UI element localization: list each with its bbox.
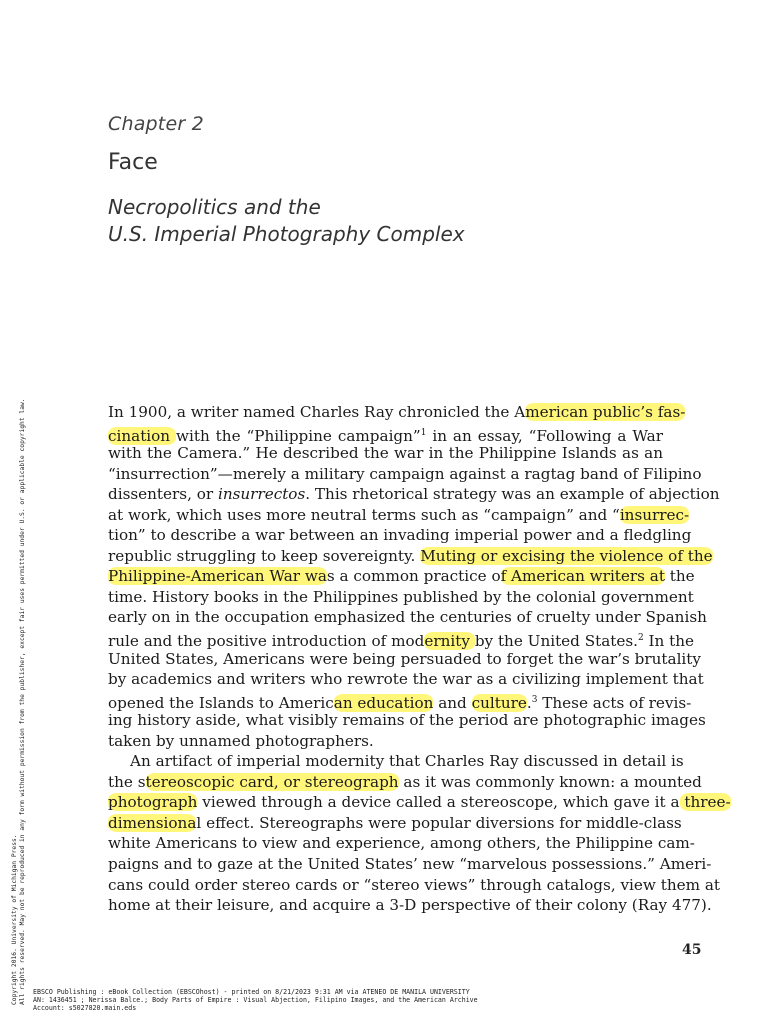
chapter-subtitle bbox=[108, 194, 668, 248]
highlight: Philippine-American War wa bbox=[108, 567, 327, 586]
footnote-ref: 1 bbox=[420, 427, 427, 438]
text-run: at work, which uses more neutral terms such as “campaign” and “ bbox=[108, 505, 620, 524]
highlight: culture bbox=[471, 693, 527, 712]
text-line: white Americans to view and experience, among others, the Philippine cam- bbox=[108, 834, 695, 853]
text-run: s a common practice o bbox=[326, 567, 501, 586]
highlight: three- bbox=[679, 793, 731, 812]
text-run: in an essay, “Following a War bbox=[426, 426, 663, 445]
text-line: ing history aside, what visibly remains of the period are photographic images bbox=[108, 711, 706, 730]
highlight: dimensiona bbox=[108, 813, 197, 832]
text-run: and bbox=[433, 693, 472, 712]
highlight: Muting or excising the violence of the bbox=[420, 546, 713, 565]
text-run: In 1900, a writer named Charles Ray chronicled the A bbox=[108, 403, 526, 421]
chapter-label: Chapter 2 bbox=[108, 113, 204, 135]
text-line: “insurrection”—merely a military campaign against a ragtag band of Filipino bbox=[108, 464, 702, 483]
text-line: cans could order stereo cards or “stereo views” through catalogs, view them at bbox=[108, 875, 720, 894]
footnote-ref: 3 bbox=[531, 694, 538, 705]
highlight: an education bbox=[333, 693, 434, 712]
text-line bbox=[108, 546, 713, 567]
text-run: rule and the positive introduction of mod bbox=[108, 632, 425, 651]
text-run: viewed through a device called a stereoscope, which gave it a bbox=[197, 793, 680, 812]
footer-line: Account: s5027820.main.eds bbox=[33, 1004, 137, 1012]
subtitle-line: Necropolitics and the bbox=[108, 195, 321, 219]
highlight: merican public’s fas- bbox=[525, 403, 686, 421]
text-run: by the United States. bbox=[474, 632, 638, 651]
footer-line: EBSCO Publishing : eBook Collection (EBSCOhost) - printed on 8/21/2023 9:31 AM via ATENEO DE MANILA UNIVERSITY bbox=[33, 988, 470, 996]
text-line: United States, Americans were being persuaded to forget the war’s brutality bbox=[108, 649, 701, 668]
text-line: home at their leisure, and acquire a 3-D perspective of their colony (Ray 477). bbox=[108, 896, 712, 915]
page-number: 45 bbox=[682, 942, 702, 958]
highlight: photograph bbox=[108, 793, 198, 812]
footer-line: AN: 1436451 ; Nerissa Balce.; Body Parts of Empire : Visual Abjection, Filipino Images, and the American Archive bbox=[33, 996, 478, 1004]
text-line: with the Camera.” He described the war in the Philippine Islands as an bbox=[108, 444, 663, 463]
text-run: the bbox=[664, 567, 695, 586]
text-run: as it was commonly known: a mounted bbox=[398, 772, 702, 791]
chapter-title: Face bbox=[108, 150, 158, 175]
text-line: early on in the occupation emphasized the centuries of cruelty under Spanish bbox=[108, 608, 707, 627]
text-line bbox=[108, 628, 695, 651]
footnote-ref: 2 bbox=[638, 633, 644, 644]
highlight: ernity bbox=[424, 632, 475, 651]
text-line: by academics and writers who rewrote the war as a civilizing implement that bbox=[108, 670, 704, 689]
text-line bbox=[108, 792, 731, 813]
copyright-notice bbox=[11, 325, 27, 1005]
text-run: the s bbox=[108, 772, 146, 791]
text-run: dissenters, or bbox=[108, 485, 218, 504]
text-run: In the bbox=[643, 632, 695, 651]
text-run: . This rhetorical strategy was an example of abjection bbox=[305, 485, 720, 504]
text-run: opened the Islands to Americ bbox=[108, 693, 334, 712]
copyright-line: All rights reserved. May not be reproduced in any form without permission from the publisher, except fair uses permitted under U.S. or applicable copyright law. bbox=[19, 398, 26, 1005]
text-run: republic struggling to keep sovereignty. bbox=[108, 546, 421, 565]
text-line bbox=[108, 772, 702, 793]
text-line: tion” to describe a war between an invading imperial power and a fledgling bbox=[108, 526, 692, 545]
text-line bbox=[108, 484, 720, 505]
highlight: cination bbox=[108, 426, 177, 445]
body-text bbox=[108, 402, 731, 916]
text-line bbox=[108, 505, 690, 526]
copyright-line: Copyright 2016. University of Michigan Press. bbox=[11, 834, 18, 1005]
text-line bbox=[108, 813, 682, 834]
highlight: insurrec- bbox=[619, 505, 690, 524]
text-run: These acts of revis- bbox=[537, 693, 692, 712]
text-line bbox=[108, 690, 692, 712]
print-footer bbox=[33, 988, 478, 1012]
emphasis: insurrectos bbox=[217, 485, 306, 504]
text-line bbox=[108, 566, 695, 587]
text-line: An artifact of imperial modernity that Charles Ray discussed in detail is bbox=[130, 752, 684, 771]
text-run: with the “Philippine campaign” bbox=[176, 426, 421, 445]
text-run: . bbox=[526, 693, 532, 712]
subtitle-line: U.S. Imperial Photography Complex bbox=[108, 222, 465, 246]
text-run: l effect. Stereographs were popular diversions for middle-class bbox=[196, 813, 682, 832]
text-line: paigns and to gaze at the United States’ new “marvelous possessions.” Ameri- bbox=[108, 855, 712, 874]
highlight: f American writers at bbox=[500, 567, 665, 586]
text-line bbox=[108, 402, 686, 423]
text-line: taken by unnamed photographers. bbox=[108, 731, 374, 750]
highlight: tereoscopic card, or stereograph bbox=[145, 772, 399, 791]
text-line bbox=[108, 423, 663, 444]
text-line: time. History books in the Philippines published by the colonial government bbox=[108, 587, 694, 606]
